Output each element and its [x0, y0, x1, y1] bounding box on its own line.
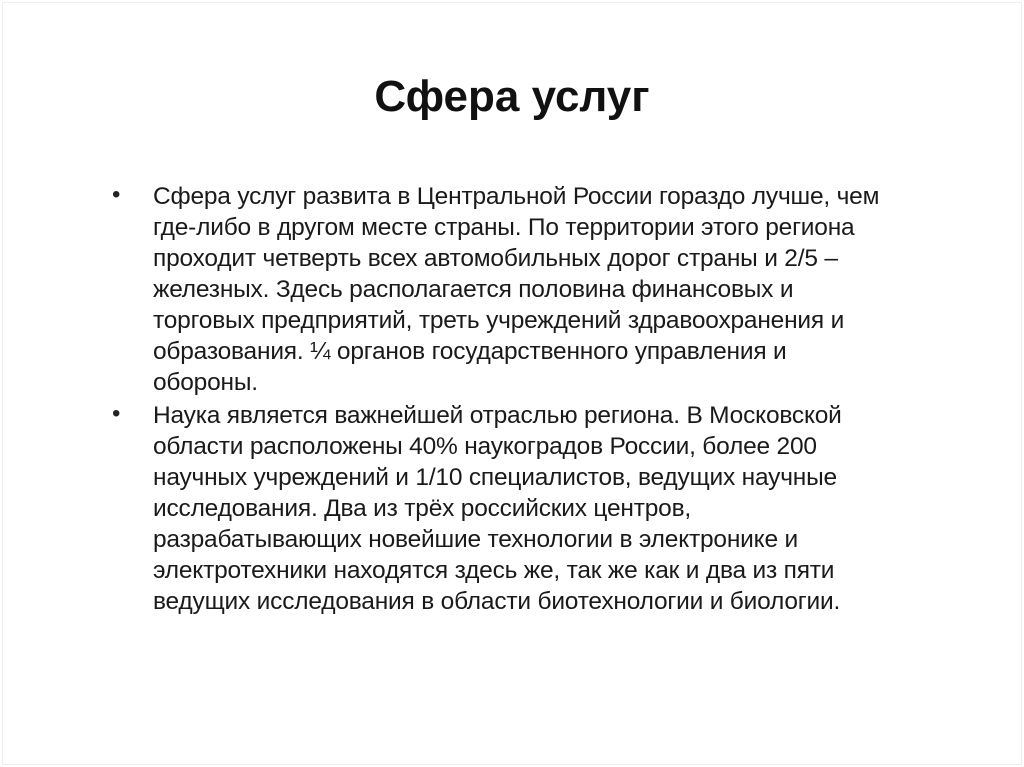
text-line: обороны. [153, 369, 258, 396]
text-line: Сфера услуг развита в Центральной России гораздо лучше, чем [153, 183, 880, 210]
text-line: исследования. Два из трёх российских центров, [153, 495, 692, 522]
bullet-marker: • [112, 400, 121, 427]
slide-title: Сфера услуг [374, 72, 650, 121]
text-line: электротехники находятся здесь же, так же как и два из пяти [153, 557, 835, 584]
bullet-paragraph-science [153, 400, 993, 617]
text-line: железных. Здесь располагается половина финансовых и [153, 276, 794, 303]
text-line: где-либо в другом месте страны. По территории этого региона [153, 214, 855, 241]
text-line: образования. ¼ органов государственного управления и [153, 338, 787, 365]
text-line: проходит четверть всех автомобильных дорог страны и 2/5 – [153, 245, 838, 272]
text-line: области расположены 40% наукоградов России, более 200 [153, 433, 817, 460]
text-line: торговых предприятий, треть учреждений здравоохранения и [153, 307, 845, 334]
text-line: разрабатывающих новейшие технологии в электронике и [153, 526, 798, 553]
bullet-marker: • [112, 181, 121, 208]
bullet-paragraph-services [153, 181, 993, 398]
text-line: ведущих исследования в области биотехнологии и биологии. [153, 588, 841, 615]
text-line: научных учреждений и 1/10 специалистов, ведущих научные [153, 464, 837, 491]
text-line: Наука является важнейшей отраслью региона. В Московской [153, 402, 842, 429]
